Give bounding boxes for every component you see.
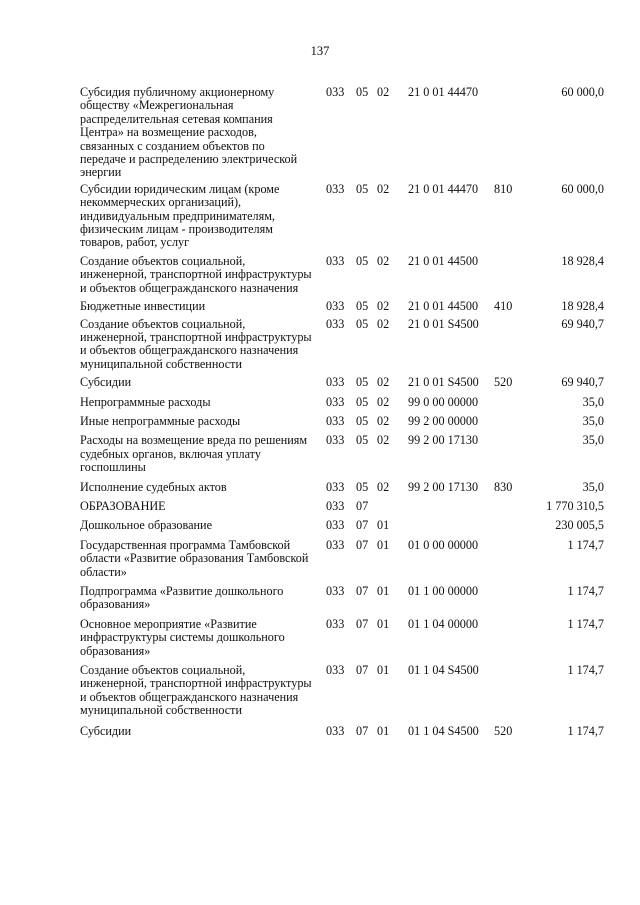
row-amount: 1 174,7 [567, 723, 604, 738]
row-target-code: 99 0 00 00000 [408, 394, 479, 409]
table-row [80, 539, 604, 579]
row-name: Государственная программа Тамбовской области «Развитие образования Тамбовской области» [80, 537, 309, 579]
table-row [80, 500, 604, 513]
row-target-code: 01 1 00 00000 [408, 584, 479, 598]
row-name: Создание объектов социальной, инженерной, транспортной инфраструктуры и объектов общегражданского назначения муниципальной собственности [80, 316, 312, 371]
row-ministry-code: 033 [326, 537, 345, 552]
row-subsection-code: 02 [377, 253, 390, 268]
row-amount: 60 000,0 [561, 181, 604, 196]
table-row [80, 519, 604, 532]
row-name: Исполнение судебных актов [80, 479, 227, 494]
row-subsection-code: 02 [377, 299, 390, 314]
row-name: Субсидия публичному акционерному обществу «Межрегиональная распределительная сетевая компания Центра» на возмещение расходов, связанных с созданием объектов по передаче и распределению электрической энергии [80, 85, 298, 180]
row-section-code: 05 [356, 253, 369, 268]
page-number: 137 [310, 44, 330, 58]
row-ministry-code: 033 [326, 663, 345, 678]
row-amount: 1 174,7 [567, 584, 604, 598]
row-amount: 35,0 [582, 479, 604, 494]
row-section-code: 07 [356, 537, 369, 552]
row-section-code: 07 [356, 584, 369, 598]
row-name: Создание объектов социальной, инженерной, транспортной инфраструктуры и объектов общегражданского назначения муниципальной собственности [80, 663, 312, 718]
row-expense-kind: 520 [494, 375, 513, 390]
row-section-code: 07 [356, 498, 369, 513]
table-row [80, 434, 604, 474]
table-row [80, 86, 604, 180]
row-name: ОБРАЗОВАНИЕ [80, 498, 166, 513]
row-subsection-code: 01 [377, 723, 390, 738]
row-amount: 35,0 [582, 413, 604, 428]
row-subsection-code: 02 [377, 413, 390, 428]
table-row [80, 481, 604, 494]
row-name: Субсидии юридическим лицам (кроме некоммерческих организаций), индивидуальным предпринимателям, физическим лицам - производителям товаров, работ, услуг [80, 181, 280, 250]
table-row [80, 255, 604, 295]
row-ministry-code: 033 [326, 498, 345, 513]
row-amount: 18 928,4 [561, 253, 604, 268]
table-row [80, 664, 604, 718]
row-target-code: 01 1 04 S4500 [408, 663, 479, 678]
row-name: Подпрограмма «Развитие дошкольного образования» [80, 584, 284, 612]
row-section-code: 07 [356, 723, 369, 738]
row-target-code: 21 0 01 44500 [408, 299, 479, 314]
row-name: Иные непрограммные расходы [80, 413, 241, 428]
table-row [80, 183, 604, 250]
row-expense-kind: 520 [494, 723, 513, 738]
row-section-code: 07 [356, 663, 369, 678]
row-ministry-code: 033 [326, 518, 345, 533]
row-subsection-code: 01 [377, 584, 390, 598]
row-section-code: 07 [356, 518, 369, 533]
row-target-code: 99 2 00 00000 [408, 413, 479, 428]
row-amount: 35,0 [582, 394, 604, 409]
row-subsection-code: 02 [377, 181, 390, 196]
row-name: Непрограммные расходы [80, 394, 211, 409]
row-target-code: 21 0 01 S4500 [408, 316, 479, 331]
row-section-code: 05 [356, 299, 369, 314]
row-target-code: 21 0 01 S4500 [408, 375, 479, 390]
row-subsection-code: 01 [377, 616, 390, 631]
row-expense-kind: 410 [494, 299, 513, 314]
table-row [80, 725, 604, 738]
row-name: Субсидии [80, 723, 132, 738]
row-target-code: 21 0 01 44500 [408, 253, 479, 268]
row-section-code: 05 [356, 479, 369, 494]
row-ministry-code: 033 [326, 316, 345, 331]
row-ministry-code: 033 [326, 375, 345, 390]
row-amount: 1 770 310,5 [546, 498, 604, 513]
row-amount: 69 940,7 [561, 375, 604, 390]
row-subsection-code: 02 [377, 85, 390, 99]
row-name: Основное мероприятие «Развитие инфраструктуры системы дошкольного образования» [80, 616, 285, 658]
row-section-code: 05 [356, 394, 369, 409]
row-amount: 1 174,7 [567, 663, 604, 678]
row-section-code: 05 [356, 413, 369, 428]
row-ministry-code: 033 [326, 616, 345, 631]
row-subsection-code: 02 [377, 394, 390, 409]
row-subsection-code: 02 [377, 479, 390, 494]
row-ministry-code: 033 [326, 299, 345, 314]
row-ministry-code: 033 [326, 181, 345, 196]
row-ministry-code: 033 [326, 479, 345, 494]
row-target-code: 01 0 00 00000 [408, 537, 479, 552]
row-ministry-code: 033 [326, 85, 345, 99]
row-subsection-code: 01 [377, 518, 390, 533]
row-expense-kind: 830 [494, 479, 513, 494]
row-subsection-code: 02 [377, 433, 390, 448]
row-name: Дошкольное образование [80, 518, 212, 533]
row-name: Расходы на возмещение вреда по решениям судебных органов, включая уплату госпошлины [80, 433, 308, 475]
row-target-code: 99 2 00 17130 [408, 479, 479, 494]
row-subsection-code: 02 [377, 316, 390, 331]
row-name: Бюджетные инвестиции [80, 299, 206, 314]
row-ministry-code: 033 [326, 433, 345, 448]
table-row [80, 376, 604, 389]
row-section-code: 05 [356, 375, 369, 390]
row-amount: 1 174,7 [567, 616, 604, 631]
row-subsection-code: 01 [377, 663, 390, 678]
row-subsection-code: 02 [377, 375, 390, 390]
row-section-code: 05 [356, 316, 369, 331]
row-amount: 230 005,5 [555, 518, 604, 533]
table-row [80, 300, 604, 313]
row-target-code: 99 2 00 17130 [408, 433, 479, 448]
table-row [80, 618, 604, 658]
row-subsection-code: 01 [377, 537, 390, 552]
row-amount: 35,0 [582, 433, 604, 448]
row-section-code: 05 [356, 181, 369, 196]
table-row [80, 585, 604, 612]
row-ministry-code: 033 [326, 253, 345, 268]
row-target-code: 01 1 04 S4500 [408, 723, 479, 738]
row-ministry-code: 033 [326, 723, 345, 738]
row-section-code: 07 [356, 616, 369, 631]
row-section-code: 05 [356, 433, 369, 448]
row-target-code: 21 0 01 44470 [408, 181, 479, 196]
row-name: Субсидии [80, 375, 132, 390]
row-name: Создание объектов социальной, инженерной, транспортной инфраструктуры и объектов общегражданского назначения [80, 253, 312, 295]
table-row [80, 318, 604, 372]
row-amount: 1 174,7 [567, 537, 604, 552]
row-amount: 18 928,4 [561, 299, 604, 314]
row-target-code: 21 0 01 44470 [408, 85, 479, 99]
table-row [80, 415, 604, 428]
row-target-code: 01 1 04 00000 [408, 616, 479, 631]
table-row [80, 396, 604, 409]
budget-table [80, 86, 604, 738]
row-ministry-code: 033 [326, 413, 345, 428]
row-ministry-code: 033 [326, 394, 345, 409]
row-section-code: 05 [356, 85, 369, 99]
row-amount: 60 000,0 [561, 85, 604, 99]
row-amount: 69 940,7 [561, 316, 604, 331]
row-expense-kind: 810 [494, 181, 513, 196]
row-ministry-code: 033 [326, 584, 345, 598]
